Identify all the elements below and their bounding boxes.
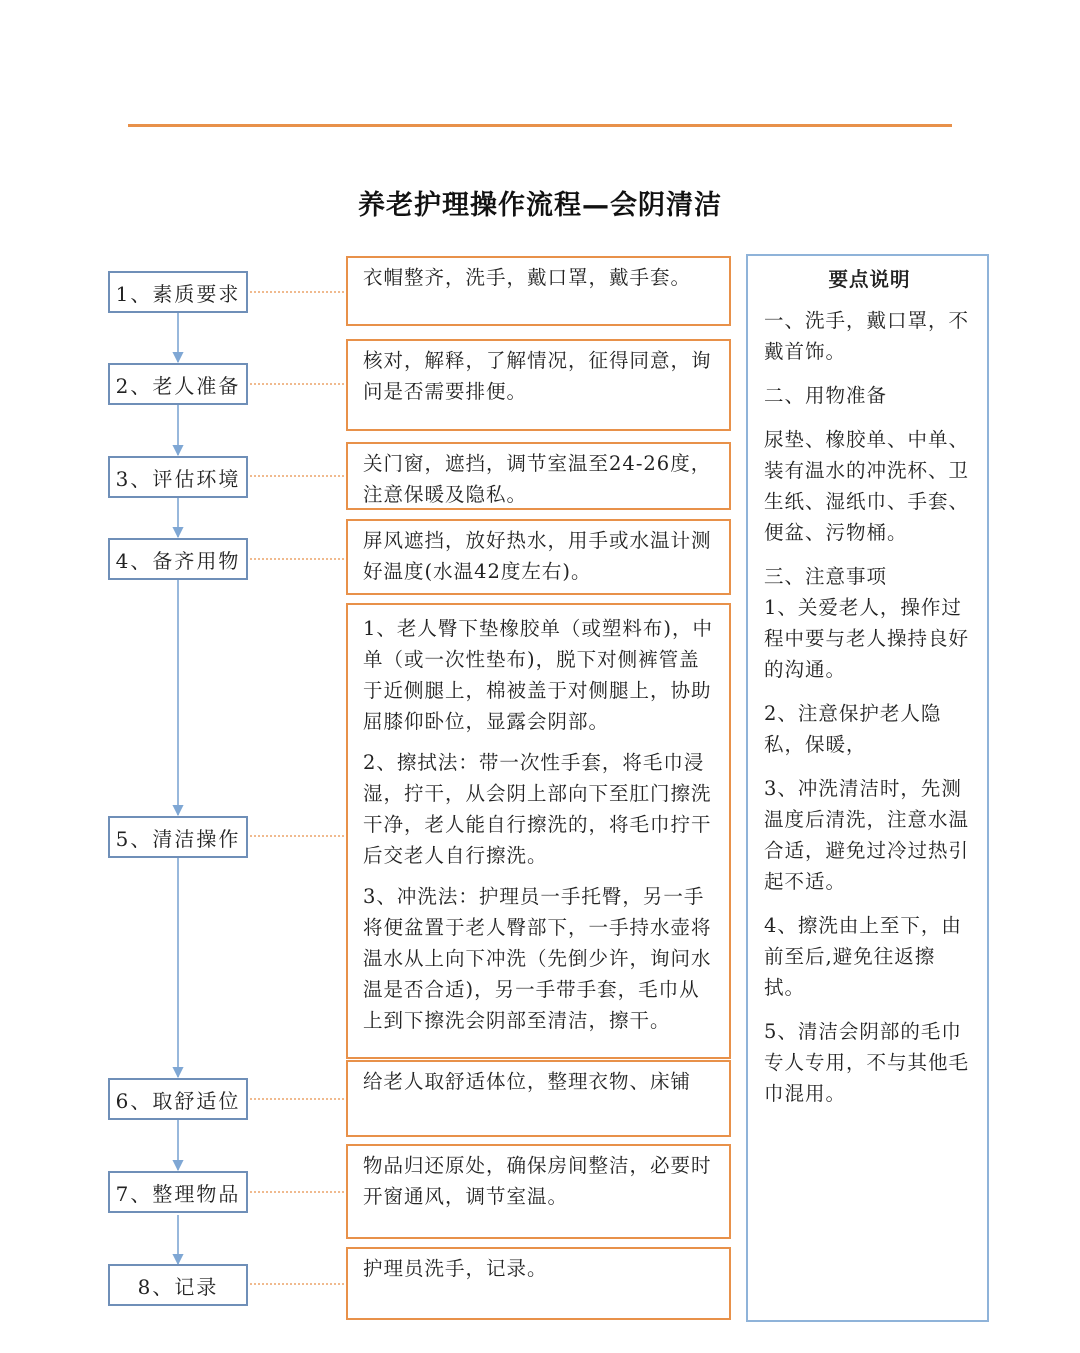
step-4-desc-text: 屏风遮挡，放好热水，用手或水温计测好温度(水温42度左右)。 — [363, 529, 712, 583]
step-5-box: 5、清洁操作 — [108, 816, 248, 858]
step-6-desc-text: 给老人取舒适体位，整理衣物、床铺 — [363, 1070, 692, 1093]
step-5-desc — [346, 603, 731, 1059]
step-2-box: 2、老人准备 — [108, 363, 248, 405]
step-2-desc — [346, 339, 731, 431]
step-5-desc-text-3: 3、冲洗法：护理员一手托臀，另一手将便盆置于老人臀部下，一手持水壶将温水从上向下冲洗（先倒少许，询问水温是否合适)，另一手带手套，毛巾从上到下擦洗会阴部至清洁，擦干。 — [363, 885, 712, 1032]
step-4-desc — [346, 519, 731, 595]
notes-panel — [746, 254, 989, 1322]
step-7-box: 7、整理物品 — [108, 1171, 248, 1213]
step-6-desc — [346, 1060, 731, 1137]
page-title: 养老护理操作流程—会阴清洁 — [358, 190, 722, 221]
step-8-desc-text: 护理员洗手，记录。 — [363, 1257, 548, 1280]
step-4-box: 4、备齐用物 — [108, 538, 248, 580]
notes-section-2-title: 二、用物准备 — [764, 384, 888, 407]
notes-item-3: 3、冲洗清洁时，先测温度后清洗，注意水温合适，避免过冷过热引起不适。 — [764, 777, 970, 893]
step-8-box: 8、记录 — [108, 1264, 248, 1306]
notes-item-4: 4、擦洗由上至下，由前至后,避免往返擦拭。 — [764, 914, 962, 999]
step-1-desc-text: 衣帽整齐，洗手，戴口罩，戴手套。 — [363, 266, 692, 289]
notes-item-1: 1、关爱老人，操作过程中要与老人操持良好的沟通。 — [764, 596, 970, 681]
step-1-desc — [346, 256, 731, 326]
step-2-desc-text: 核对，解释，了解情况，征得同意，询问是否需要排便。 — [363, 349, 712, 403]
notes-section-2-body: 尿垫、橡胶单、中单、装有温水的冲洗杯、卫生纸、湿纸巾、手套、便盆、污物桶。 — [764, 428, 970, 544]
notes-section-3-title: 三、注意事项 — [764, 565, 888, 588]
step-5-desc-text-1: 1、老人臀下垫橡胶单（或塑料布)，中单（或一次性垫布)，脱下对侧裤管盖于近侧腿上，棉被盖于对侧腿上，协助屈膝仰卧位，显露会阴部。 — [363, 617, 714, 733]
step-7-desc-text: 物品归还原处，确保房间整洁，必要时开窗通风，调节室温。 — [363, 1154, 712, 1208]
notes-item-5: 5、清洁会阴部的毛巾专人专用，不与其他毛巾混用。 — [764, 1020, 970, 1105]
step-5-desc-text-2: 2、擦拭法：带一次性手套，将毛巾浸湿，拧干，从会阴上部向下至肛门擦洗干净，老人能自行擦洗的，将毛巾拧干后交老人自行擦洗。 — [363, 751, 712, 867]
notes-heading: 要点说明 — [828, 268, 911, 291]
notes-item-2: 2、注意保护老人隐私，保暖， — [764, 702, 942, 756]
step-3-desc-text: 关门窗，遮挡，调节室温至24-26度，注意保暖及隐私。 — [363, 452, 712, 506]
step-3-box: 3、评估环境 — [108, 456, 248, 498]
notes-section-1: 一、洗手，戴口罩，不戴首饰。 — [764, 309, 970, 363]
step-3-desc — [346, 442, 731, 510]
step-7-desc — [346, 1144, 731, 1239]
step-1-box: 1、素质要求 — [108, 271, 248, 313]
step-6-box: 6、取舒适位 — [108, 1078, 248, 1120]
step-8-desc — [346, 1247, 731, 1320]
